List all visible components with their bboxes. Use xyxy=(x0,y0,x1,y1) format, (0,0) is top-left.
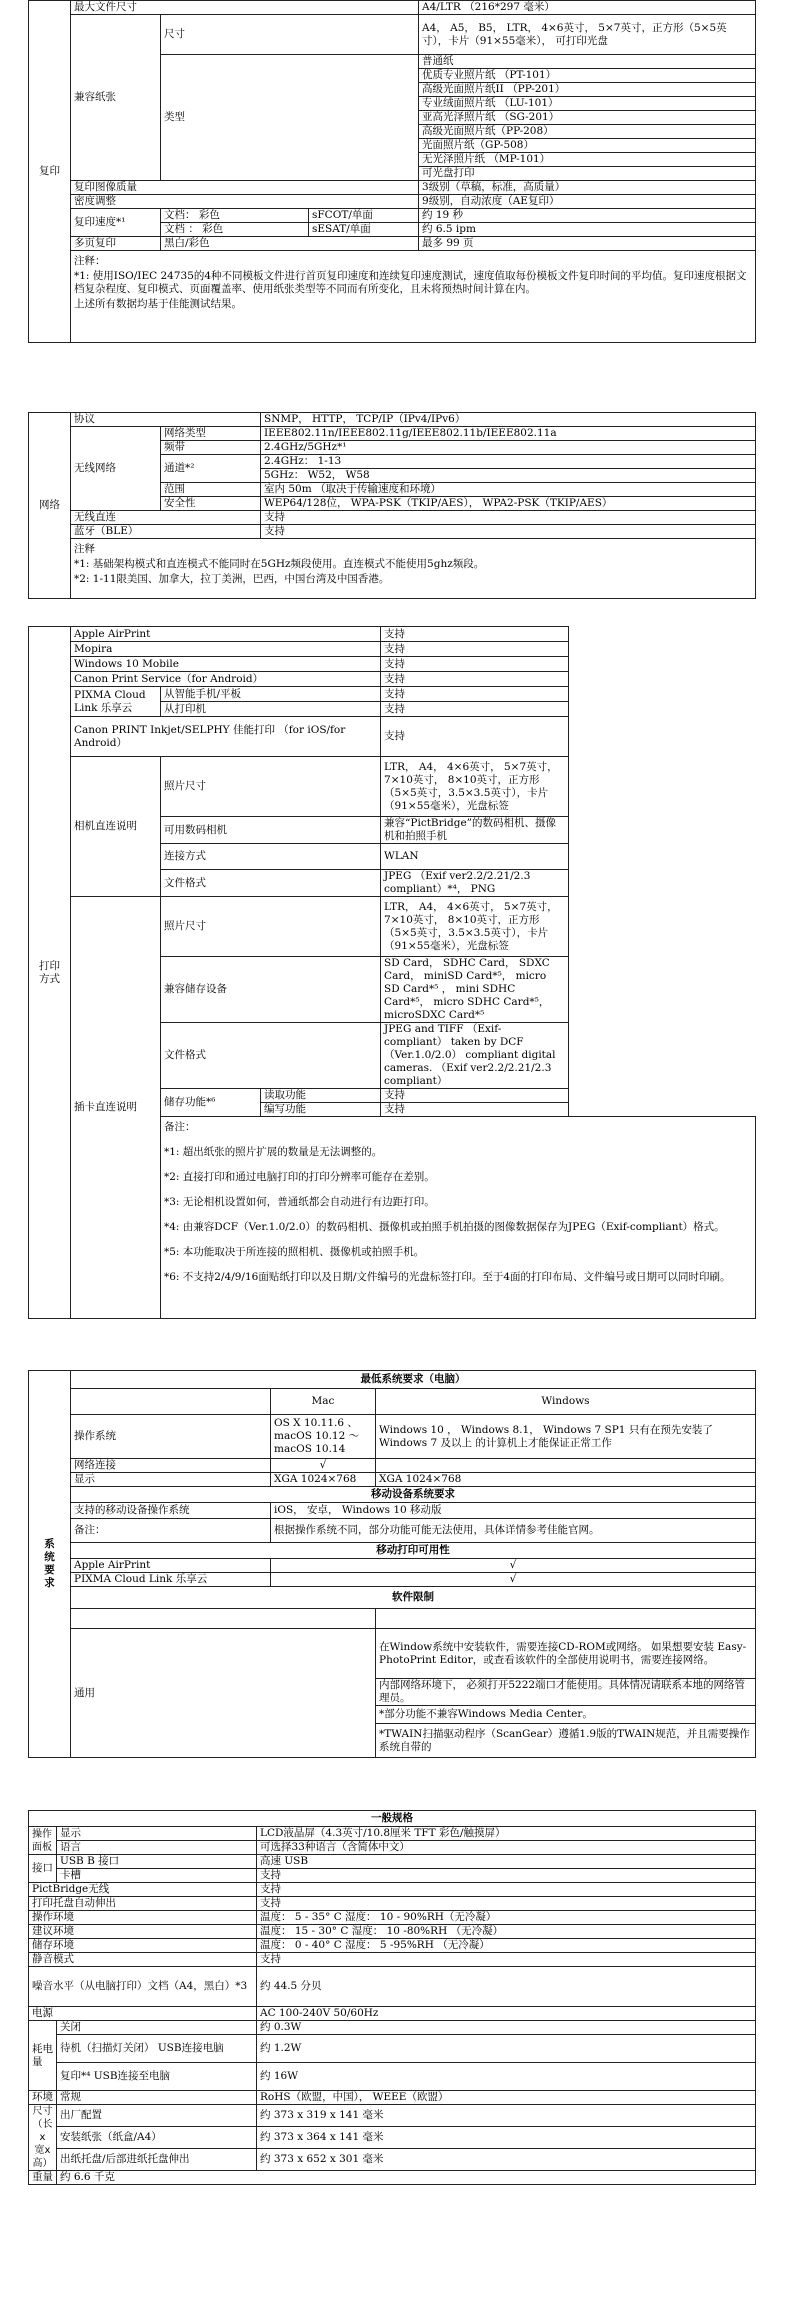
compat-camera-value: 兼容“PictBridge”的数码相机、摄像机和拍照手机 xyxy=(381,817,568,844)
check-mark: √ xyxy=(271,1459,376,1473)
type-item: 优质专业照片纸 （PT-101） xyxy=(419,69,756,83)
note-line: 注释 xyxy=(74,543,95,555)
display-label: 显示 xyxy=(71,1473,271,1487)
density-label: 密度调整 xyxy=(71,195,419,209)
multi-value: 最多 99 页 xyxy=(419,237,756,251)
win10-label: Windows 10 Mobile xyxy=(71,657,381,672)
weight-label: 重量 xyxy=(29,2171,57,2185)
sysreq-title: 最低系统要求（电脑） xyxy=(71,1371,756,1389)
card-fmt-label: 文件格式 xyxy=(161,1023,381,1089)
check-mark: √ xyxy=(271,1573,756,1587)
type-item: 可光盘打印 xyxy=(419,167,756,181)
speed-metric: sFCOT/单面 xyxy=(309,209,419,223)
off-label: 关闭 xyxy=(57,2021,257,2035)
out-label: 出纸托盘/后部进纸托盘伸出 xyxy=(57,2149,257,2171)
sysreq-section-label xyxy=(29,1371,71,1758)
soft-row: *TWAIN扫描驱动程序（ScanGear）遵循1.9版的TWAIN规范，并且需要操作系统自带的 xyxy=(376,1724,756,1758)
wireless-value: IEEE802.11n/IEEE802.11g/IEEE802.11b/IEEE802.11a xyxy=(261,427,756,441)
network-notes xyxy=(71,539,756,599)
label-line: （长x xyxy=(32,2119,53,2143)
general-section xyxy=(28,1810,756,2185)
type-item: 普通纸 xyxy=(419,55,756,69)
card-photo-value: LTR， A4， 4×6英寸， 5×7英寸，7×10英寸， 8×10英寸，正方形（5×5英寸，3.5×3.5英寸），卡片（91×55毫米），光盘标签 xyxy=(381,897,568,957)
windows-header: Windows xyxy=(376,1389,756,1415)
quality-label: 复印图像质量 xyxy=(71,181,419,195)
type-item: 亚高光泽照片纸 （SG-201） xyxy=(419,111,756,125)
soft-row: *部分功能不兼容Windows Media Center。 xyxy=(376,1706,756,1724)
multi-mode: 黑白/彩色 xyxy=(161,237,419,251)
ble-label: 蓝牙（BLE） xyxy=(71,525,261,539)
pictbridge-value: 支持 xyxy=(257,1883,756,1897)
max-doc-value: A4/LTR （216*297 毫米） xyxy=(419,1,756,15)
standby-value: 约 1.2W xyxy=(257,2035,756,2063)
os-label: 操作系统 xyxy=(71,1415,271,1459)
op-env-value: 温度： 5 - 35° C 湿度： 10 - 90%RH（无冷凝） xyxy=(257,1911,756,1925)
support-value: 支持 xyxy=(381,1103,568,1117)
dim-label xyxy=(29,2105,57,2171)
soft-row: 内部网络环境下， 必须打开5222端口才能使用。具体情况请联系本地的网络管理员。 xyxy=(376,1679,756,1706)
fmt-label: 文件格式 xyxy=(161,870,381,897)
usb-value: 高速 USB xyxy=(257,1855,756,1869)
mobile-note-label: 备注： xyxy=(71,1519,271,1543)
copy-notes xyxy=(71,251,756,343)
speed-doc: 文档： 彩色 xyxy=(161,209,309,223)
env-label: 环境 xyxy=(29,2091,57,2105)
slot-value: 支持 xyxy=(257,1869,756,1883)
print-section-label xyxy=(29,627,71,1319)
fmt-value: JPEG （Exif ver2.2/2.21/2.3 compliant）*⁴， PNG xyxy=(381,870,568,897)
out-value: 约 373 x 652 x 301 毫米 xyxy=(257,2149,756,2171)
quiet-value: 支持 xyxy=(257,1953,756,1967)
density-value: 9级别，自动浓度（AE复印） xyxy=(419,195,756,209)
cps-label: Canon Print Service（for Android） xyxy=(71,672,381,687)
storage-value: SD Card， SDHC Card， SDXC Card， miniSD Card*⁵， micro SD Card*⁵ ， mini SDHC Card*⁵， micro SDHC Card*⁵， microSDXC Card*⁵ xyxy=(381,957,568,1023)
sysreq-section xyxy=(28,1370,756,1758)
wireless-key: 通道*² xyxy=(161,455,261,483)
note-line: 注释： xyxy=(74,255,106,267)
cloud-label: PIXMA Cloud Link 乐享云 xyxy=(71,687,161,717)
net-label: 网络连接 xyxy=(71,1459,271,1473)
label-line: 高） xyxy=(32,2158,53,2169)
ship-value: 约 373 x 319 x 141 毫米 xyxy=(257,2105,756,2127)
compat-camera-label: 可用数码相机 xyxy=(161,817,381,844)
support-value: 支持 xyxy=(381,702,568,717)
wireless-value: 室内 50m （取决于传输速度和环境） xyxy=(261,483,756,497)
speed-metric: sESAT/单面 xyxy=(309,223,419,237)
mobile-note-value: 根据操作系统不同，部分功能可能无法使用，具体详情参考佳能官网。 xyxy=(271,1519,756,1543)
protocol-value: SNMP， HTTP， TCP/IP（IPv4/IPv6） xyxy=(261,413,756,427)
note-line: *1: 使用ISO/IEC 24735的4种不同模板文件进行首页复印速度和连续复印速度测试，速度值取每份模板文件复印时间的平均值。复印速度根据文档复杂程度、复印模式、页面覆盖率、使用纸张类型等不同而有所变化，且未将预热时间计算在内。 xyxy=(74,270,747,295)
copy-power-value: 约 16W xyxy=(257,2063,756,2091)
note-line: 上述所有数据均基于佳能测试结果。 xyxy=(74,298,242,310)
cloud-from-printer: 从打印机 xyxy=(161,702,381,717)
lang-value: 可选择33种语言（含简体中文） xyxy=(257,1841,756,1855)
cloud-from-phone: 从智能手机/平板 xyxy=(161,687,381,702)
type-label: 类型 xyxy=(161,55,419,181)
copy-section xyxy=(28,0,756,343)
soft-title: 软件限制 xyxy=(71,1587,756,1609)
usb-label: USB B 接口 xyxy=(57,1855,257,1869)
copy-power-label: 复印*⁴ USB连接至电脑 xyxy=(57,2063,257,2091)
card-fmt-value: JPEG and TIFF （Exif-compliant） taken by DCF （Ver.1.0/2.0） compliant digital cameras. （Exif ver2.2/2.21/2.3 compliant） xyxy=(381,1023,568,1089)
type-item: 高级光面照片纸II （PP-201） xyxy=(419,83,756,97)
inst-value: 约 373 x 364 x 141 毫米 xyxy=(257,2127,756,2149)
tray-value: 支持 xyxy=(257,1897,756,1911)
note-line: *4: 由兼容DCF（Ver.1.0/2.0）的数码相机、摄像机或拍照手机拍摄的图像数据保存为JPEG（Exif-compliant）格式。 xyxy=(164,1221,725,1233)
photo-size-label: 照片尺寸 xyxy=(161,757,381,817)
power-label: 电源 xyxy=(29,2007,257,2021)
mprint-title: 移动打印可用性 xyxy=(71,1543,756,1559)
wireless-key: 安全性 xyxy=(161,497,261,511)
reg-value: RoHS（欧盟，中国）， WEEE（欧盟） xyxy=(257,2091,756,2105)
label-line: 耗电 xyxy=(32,2042,53,2055)
support-value: 支持 xyxy=(381,687,568,702)
note-line: *2: 1-11限美国、加拿大，拉丁美洲，巴西，中国台湾及中国香港。 xyxy=(74,573,390,585)
wireless-value: 2.4GHz： 1-13 xyxy=(261,455,756,469)
section-label-line: 求 xyxy=(44,1577,55,1589)
note-line: *1: 超出纸张的照片扩展的数量是无法调整的。 xyxy=(164,1146,383,1158)
support-value: 支持 xyxy=(381,627,568,642)
display-win: XGA 1024×768 xyxy=(376,1473,756,1487)
label-line: 面板 xyxy=(32,1841,52,1853)
print-notes xyxy=(161,1117,756,1319)
speed-label: 复印速度*¹ xyxy=(71,209,161,237)
power-value: AC 100-240V 50/60Hz xyxy=(257,2007,756,2021)
mobile-os-value: iOS， 安卓， Windows 10 移动版 xyxy=(271,1503,756,1519)
mobile-os-label: 支持的移动设备操作系统 xyxy=(71,1503,271,1519)
weight-value: 约 6.6 千克 xyxy=(57,2171,756,2185)
storage-label: 兼容储存设备 xyxy=(161,957,381,1023)
display-label: 显示 xyxy=(57,1827,257,1841)
camera-label: 相机直连说明 xyxy=(71,757,161,897)
wireless-value: 2.4GHz/5GHz*¹ xyxy=(261,441,756,455)
noise-label: 噪音水平（从电脑打印）文档（A4，黑白）*3 xyxy=(29,1967,257,2007)
protocol-label: 协议 xyxy=(71,413,261,427)
reg-label: 常规 xyxy=(57,2091,257,2105)
section-label-line: 系 xyxy=(44,1538,55,1550)
speed-doc: 文档 ： 彩色 xyxy=(161,223,309,237)
network-section xyxy=(28,412,756,599)
ship-label: 出厂配置 xyxy=(57,2105,257,2127)
store-env-value: 温度： 0 - 40° C 湿度： 5 -95%RH （无冷凝） xyxy=(257,1939,756,1953)
panel-label xyxy=(29,1827,57,1855)
read-label: 读取功能 xyxy=(261,1089,381,1103)
lang-label: 语言 xyxy=(57,1841,257,1855)
label-line: 尺寸 xyxy=(32,2106,53,2117)
quality-value: 3级别（草稿，标准，高质量） xyxy=(419,181,756,195)
note-line: *2: 直接打印和通过电脑打印的打印分辨率可能存在差别。 xyxy=(164,1171,435,1183)
display-mac: XGA 1024×768 xyxy=(271,1473,376,1487)
support-value: 支持 xyxy=(381,672,568,687)
general-title: 一般规格 xyxy=(29,1811,756,1827)
store-fn-label: 储存功能*⁶ xyxy=(161,1089,261,1117)
size-label: 尺寸 xyxy=(161,15,419,55)
write-label: 编写功能 xyxy=(261,1103,381,1117)
section-label-line: 打印 xyxy=(39,959,60,972)
os-mac: OS X 10.11.6 、macOS 10.12 ～macOS 10.14 xyxy=(271,1415,376,1459)
wireless-key: 范围 xyxy=(161,483,261,497)
label-line: 宽x xyxy=(34,2145,51,2156)
airprint-label: Apple AirPrint xyxy=(71,1559,271,1573)
check-mark: √ xyxy=(271,1559,756,1573)
type-item: 无光泽照片纸 （MP-101） xyxy=(419,153,756,167)
cloud-label: PIXMA Cloud Link 乐享云 xyxy=(71,1573,271,1587)
wireless-value: WEP64/128位， WPA-PSK（TKIP/AES）， WPA2-PSK（TKIP/AES） xyxy=(261,497,756,511)
section-label-line: 统 xyxy=(44,1551,55,1563)
off-value: 约 0.3W xyxy=(257,2021,756,2035)
inkjet-label: Canon PRINT Inkjet/SELPHY 佳能打印 （for iOS/for Android） xyxy=(71,717,381,757)
network-section-label: 网络 xyxy=(29,413,71,599)
os-win: Windows 10 ， Windows 8.1， Windows 7 SP1 只有在预先安装了 Windows 7 及以上 的计算机上才能保证正常工作 xyxy=(376,1415,756,1459)
support-value: 支持 xyxy=(381,642,568,657)
type-item: 专业绒面照片纸 （LU-101） xyxy=(419,97,756,111)
card-photo-label: 照片尺寸 xyxy=(161,897,381,957)
rec-env-label: 建议环境 xyxy=(29,1925,257,1939)
support-value: 支持 xyxy=(381,657,568,672)
mobile-title: 移动设备系统要求 xyxy=(71,1487,756,1503)
support-value: 支持 xyxy=(381,1089,568,1103)
direct-value: 支持 xyxy=(261,511,756,525)
iface-label: 接口 xyxy=(29,1855,57,1883)
card-label: 插卡直连说明 xyxy=(71,897,161,1319)
wireless-key: 频带 xyxy=(161,441,261,455)
support-value: 支持 xyxy=(381,717,568,757)
type-item: 光面照片纸（GP-508） xyxy=(419,139,756,153)
speed-value: 约 19 秒 xyxy=(419,209,756,223)
note-line: *6: 不支持2/4/9/16面贴纸打印以及日期/文件编号的光盘标签打印。至于4面的打印布局、文件编号或日期可以同时印刷。 xyxy=(164,1271,731,1283)
note-line: 备注： xyxy=(164,1121,196,1133)
rec-env-value: 温度： 15 - 30° C 湿度： 10 -80%RH （无冷凝） xyxy=(257,1925,756,1939)
standby-label: 待机（扫描灯关闭） USB连接电脑 xyxy=(57,2035,257,2063)
slot-label: 卡槽 xyxy=(57,1869,257,1883)
wireless-label: 无线网络 xyxy=(71,427,161,511)
noise-value: 约 44.5 分贝 xyxy=(257,1967,756,2007)
mopria-label: Mopira xyxy=(71,642,381,657)
note-line: *5: 本功能取决于所连接的照相机、摄像机或拍照手机。 xyxy=(164,1246,425,1258)
print-section xyxy=(28,626,756,1319)
photo-size-value: LTR， A4， 4×6英寸， 5×7英寸，7×10英寸， 8×10英寸，正方形（5×5英寸，3.5×3.5英寸），卡片（91×55毫米），光盘标签 xyxy=(381,757,568,817)
display-value: LCD液晶屏（4.3英寸/10.8厘米 TFT 彩色/触摸屏） xyxy=(257,1827,756,1841)
conn-label: 连接方式 xyxy=(161,844,381,870)
tray-label: 打印托盘自动伸出 xyxy=(29,1897,257,1911)
section-label-line: 要 xyxy=(44,1564,55,1576)
label-line: 操作 xyxy=(32,1828,52,1840)
pictbridge-label: PictBridge无线 xyxy=(29,1883,257,1897)
wireless-value: 5GHz： W52， W58 xyxy=(261,469,756,483)
conn-value: WLAN xyxy=(381,844,568,870)
consume-label xyxy=(29,2021,57,2091)
soft-row: 在Window系统中安装软件，需要连接CD-ROM或网络。 如果想要安装 Easy-PhotoPrint Editor，或查看该软件的全部使用说明书，需要连接网络。 xyxy=(376,1629,756,1679)
paper-label: 兼容纸张 xyxy=(71,15,161,181)
type-item: 高级光面照片纸（PP-208） xyxy=(419,125,756,139)
size-value: A4， A5， B5， LTR， 4×6英寸， 5×7英寸，正方形（5×5英寸），卡片（91×55毫米）， 可打印光盘 xyxy=(419,15,756,55)
store-env-label: 储存环境 xyxy=(29,1939,257,1953)
ble-value: 支持 xyxy=(261,525,756,539)
section-label-line: 方式 xyxy=(39,972,60,985)
note-line: *3: 无论相机设置如何，普通纸都会自动进行有边距打印。 xyxy=(164,1196,435,1208)
direct-label: 无线直连 xyxy=(71,511,261,525)
mac-header: Mac xyxy=(271,1389,376,1415)
airprint-label: Apple AirPrint xyxy=(71,627,381,642)
note-line: *1: 基础架构模式和直连模式不能同时在5GHz频段使用。直连模式不能使用5ghz频段。 xyxy=(74,558,485,570)
inst-label: 安装纸张（纸盒/A4） xyxy=(57,2127,257,2149)
multi-label: 多页复印 xyxy=(71,237,161,251)
op-env-label: 操作环境 xyxy=(29,1911,257,1925)
label-line: 量 xyxy=(32,2055,43,2068)
general-label: 通用 xyxy=(71,1629,376,1758)
speed-value: 约 6.5 ipm xyxy=(419,223,756,237)
quiet-label: 静音模式 xyxy=(29,1953,257,1967)
max-doc-label: 最大文件尺寸 xyxy=(71,1,419,15)
copy-section-label: 复印 xyxy=(29,1,71,343)
wireless-key: 网络类型 xyxy=(161,427,261,441)
